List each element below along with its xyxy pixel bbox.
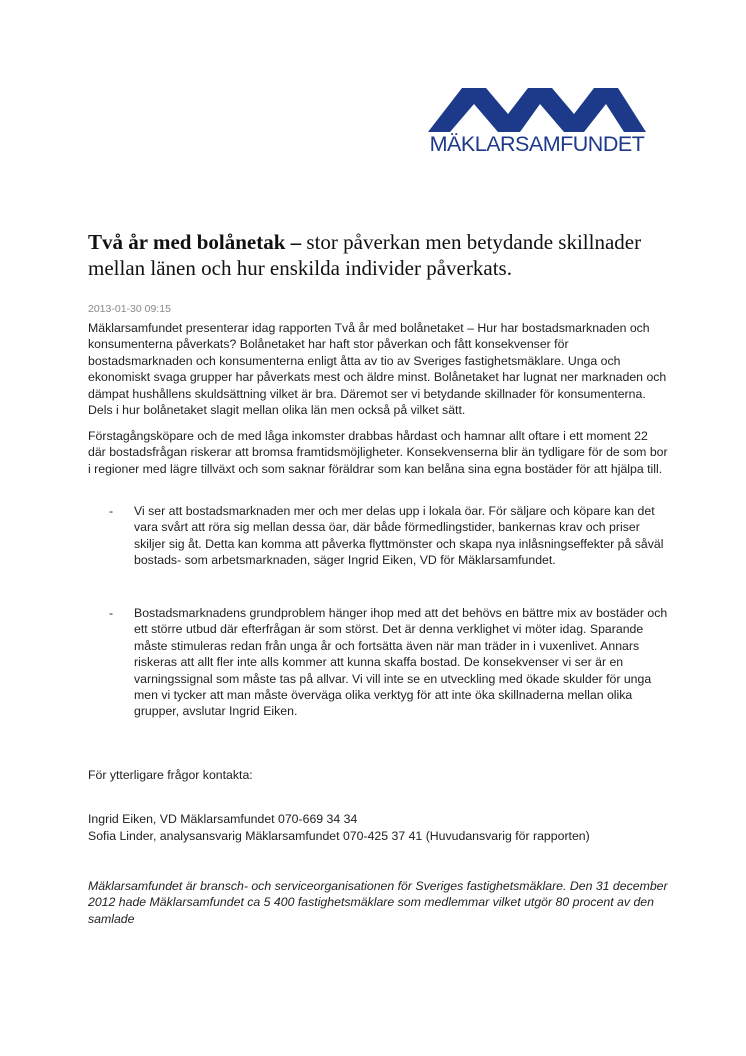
paragraph-intro: Mäklarsamfundet presenterar idag rapporten Två år med bolånetaket – Hur har bostadsmarknaden och konsumenterna påverkats? Bolånetaket har haft stor påverkan och fått konsekvenser för bostadsmarknaden och konsumenterna enligt åtta av tio av Sveriges fastighetsmäklare. Unga och ekonomiskt svaga grupper har påverkats mest och äldre minst. Bolånetaket har lugnat ner marknaden och dämpat hushållens skuldsättning vilket är bra. Däremot ser vi betydande skillnader för konsumenterna. Dels i hur bolånetaket slagit mellan olika län men också på vilket sätt. <box>88 321 667 418</box>
bullet-text: Bostadsmarknadens grundproblem hänger ihop med att det behövs en bättre mix av bostäder och ett större utbud där efterfrågan är som störst. Det är denna verklighet vi möter idag. Sparande måste stimuleras redan från unga år och fortsätta även när man träder in i vuxenlivet. Annars riskeras att allt fler inte alls kommer att kunna skaffa bostad. De konsekvenser vi ser är en varningssignal som måste tas på allvar. Vi vill inte se en utveckling med ökade skulder för unga men vi tycker att man måste överväga olika verktyg för att inte öka skillnaderna mellan olika grupper, avslutar Ingrid Eiken. <box>134 606 668 719</box>
title-rest: stor påverkan men betydande skillnader mellan länen och hur enskilda individer påverkats. <box>88 230 642 280</box>
contact-line: Sofia Linder, analysansvarig Mäklarsamfundet 070-425 37 41 (Huvudansvarig för rapporten) <box>88 829 590 843</box>
contact-line: Ingrid Eiken, VD Mäklarsamfundet 070-669 34 34 <box>88 812 358 826</box>
publish-date: 2013-01-30 09:15 <box>88 303 171 315</box>
bullet-dash: - <box>109 606 114 620</box>
paragraph-first-time-buyers: Förstagångsköpare och de med låga inkomster drabbas hårdast och hamnar allt oftare i ett moment 22 där bostadsfrågan riskerar att bromsa framtidsmöjligheter. Konsekvenserna blir än tydligare för de som bor i regioner med lägre tillväxt och som saknar föräldrar som kan belåna sina egna bostäder för att hjälpa till. <box>88 429 668 476</box>
contact-heading: För ytterligare frågor kontakta: <box>88 768 253 782</box>
roof-mark-icon <box>428 88 646 132</box>
logo-text: MÄKLARSAMFUNDET <box>429 132 645 156</box>
bullet-text: Vi ser att bostadsmarknaden mer och mer delas upp i lokala öar. För säljare och köpare kan det vara svårt att röra sig mellan dessa öar, där både förmedlingstider, bankernas krav och priser skiljer sig åt. Detta kan komma att påverka flyttmönster och skapa nya inlåsningseffekter på såväl bostads- som arbetsmarknaden, säger Ingrid Eiken, VD för Mäklarsamfundet. <box>134 504 664 568</box>
company-logo <box>416 88 658 160</box>
bullet-dash: - <box>109 504 114 518</box>
title-bold: Två år med bolånetak – <box>88 230 302 254</box>
page-title <box>88 229 668 281</box>
about-text: Mäklarsamfundet är bransch- och serviceorganisationen för Sveriges fastighetsmäklare. Den 31 december 2012 hade Mäklarsamfundet ca 5 400 fastighetsmäklare som medlemmar vilket utgör 80 procent av den samlade <box>88 879 668 926</box>
